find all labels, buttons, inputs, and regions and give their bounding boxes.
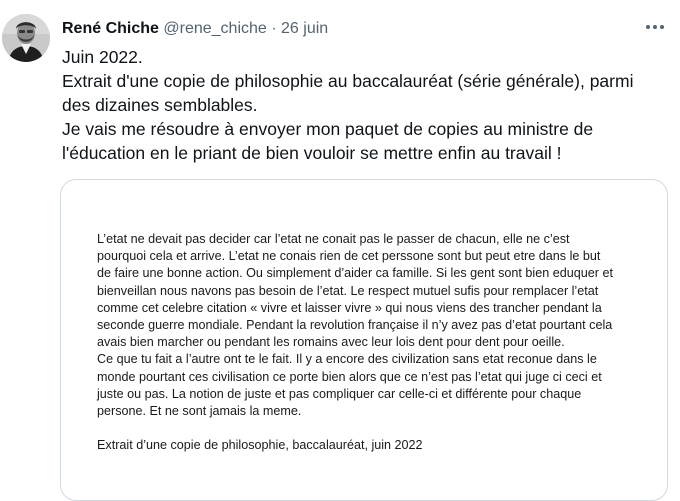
document-line: bienveillan nous navons pas besoin de l’etat. Le respect mutuel sufis pour remplacer l’etat [97, 283, 599, 298]
document-line: L’etat ne devait pas decider car l’etat ne conait pas le passer de chacun, elle ne c’est [97, 232, 570, 246]
document-line: monde pourtant ces civilisation ce porte bien alors que ce n’est pas l’etat qui juge ci ceci et [97, 369, 602, 384]
document-line: pourquoi cela et arrive. L’etat ne conais rien de cet perssone sont but peut etre dans le but [97, 249, 601, 264]
more-horizontal-icon[interactable] [644, 22, 666, 32]
tweet-line: l'éducation en le priant de bien vouloir se mettre enfin au travail ! [62, 143, 562, 163]
tweet-media-image[interactable] [60, 179, 668, 501]
tweet-text [62, 45, 662, 165]
tweet-date[interactable]: 26 juin [281, 20, 329, 37]
document-line: Ce que tu fait a l’autre ont te le fait. Il y a encore des civilization sans etat reconue dans le [97, 352, 597, 367]
document-line: de faire une bonne action. Ou simplement d’aider ca famille. Si les gent sont bien eduquer et [97, 266, 613, 281]
document-line: juste ou pas. La notion de juste et pas compliquer car celle-ci et différente pour chaque [97, 386, 582, 401]
portrait-avatar-icon [2, 14, 50, 62]
author-name[interactable]: René Chiche [62, 20, 159, 37]
paragraph-gap [97, 420, 657, 437]
document-excerpt [97, 231, 657, 454]
avatar[interactable] [2, 14, 50, 62]
document-line: persone. Et ne sont jamais la meme. [97, 404, 302, 419]
document-line: seconde guerre mondiale. Pendant la revolution française il n’y avez pas d’etat pourtant cela [97, 318, 613, 333]
header-separator: · [271, 20, 277, 37]
tweet-line: Juin 2022. [62, 47, 143, 67]
document-line: avais bien marcher ou pendant les romains avec leur lois dent pour dent pour oeille. [97, 335, 565, 350]
tweet-header [62, 20, 328, 38]
tweet-line: Je vais me résoudre à envoyer mon paquet de copies au ministre de [62, 119, 594, 139]
tweet-line: des dizaines semblables. [62, 95, 258, 115]
tweet-line: Extrait d'une copie de philosophie au baccalauréat (série générale), parmi [62, 71, 634, 91]
document-line: comme cet celebre citation « vivre et laisser vivre » qui nous viens des trancher pendant la [97, 300, 602, 315]
document-caption: Extrait d’une copie de philosophie, baccalauréat, juin 2022 [97, 438, 423, 453]
author-handle[interactable]: @rene_chiche [163, 20, 267, 37]
